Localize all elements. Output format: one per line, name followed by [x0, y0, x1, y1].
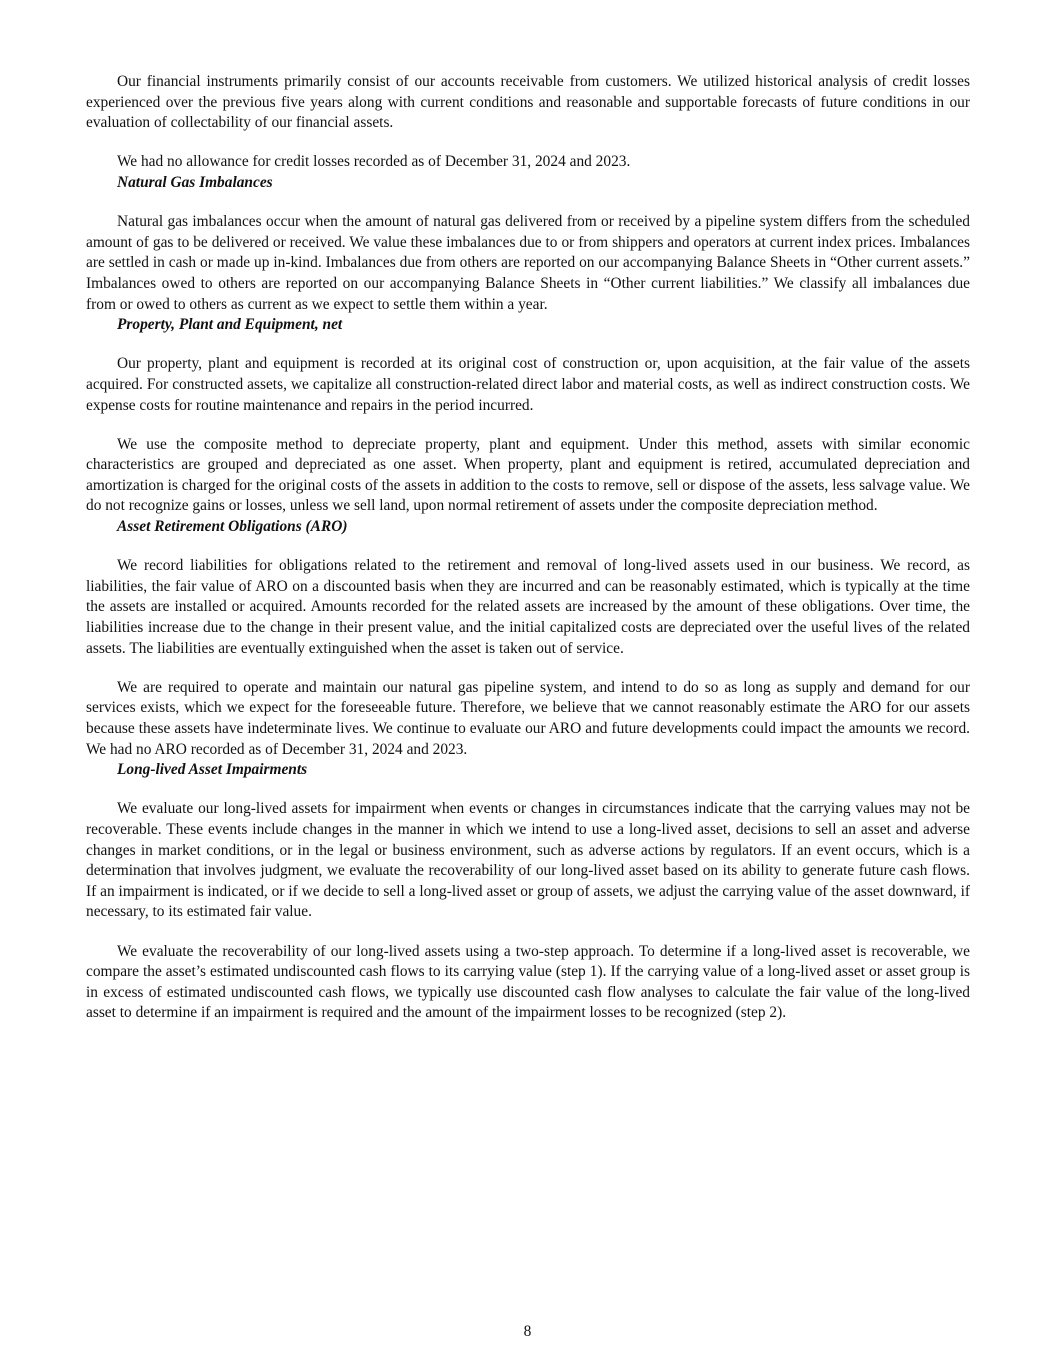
paragraph-ppe-2: We use the composite method to depreciate property, plant and equipment. Under this method, assets with similar economic characteristics are grouped and depreciated as one asset. When property, plant and equipment is retired, accumulated depreciation and amortization is charged for the original costs of the assets in addition to the costs to remove, sell or dispose of the assets, less salvage value. We do not recognize gains or losses, unless we sell land, upon normal retirement of assets under the composite depreciation method. — [86, 435, 970, 515]
paragraph-impairment-1: We evaluate our long-lived assets for impairment when events or changes in circumstances indicate that the carrying values may not be recoverable. These events include changes in the manner in which we intend to use a long-lived asset, decisions to sell an asset and adverse changes in market conditions, or in the legal or business environment, such as adverse actions by regulators. If an event occurs, which is a determination that involves judgment, we evaluate the recoverability of our long-lived asset based on its ability to generate future cash flows. If an impairment is indicated, or if we decide to sell a long-lived asset or group of assets, we adjust the carrying value of the asset downward, if necessary, to its estimated fair value. — [86, 800, 970, 921]
paragraph-no-allowance: We had no allowance for credit losses recorded as of December 31, 2024 and 2023. — [117, 153, 631, 171]
paragraph-aro-2: We are required to operate and maintain our natural gas pipeline system, and intend to do so as long as supply and demand for our services exists, which we expect for the foreseeable future. Therefore, we believe that we cannot reasonably estimate the ARO for our assets because these assets have indeterminate lives. We continue to evaluate our ARO and future developments could impact the amounts we record. We had no ARO recorded as of December 31, 2024 and 2023. — [86, 678, 970, 758]
heading-impairments: Long-lived Asset Impairments — [117, 761, 308, 779]
paragraph-ppe-1: Our property, plant and equipment is recorded at its original cost of construction or, upon acquisition, at the fair value of the assets acquired. For constructed assets, we capitalize all construction-related direct labor and material costs, as well as indirect construction costs. We expense costs for routine maintenance and repairs in the period incurred. — [86, 355, 970, 414]
paragraph-natural-gas-imbalances: Natural gas imbalances occur when the amount of natural gas delivered from or received by a pipeline system differs from the scheduled amount of gas to be delivered or received. We value these imbalances due to or from shippers and operators at current index prices. Imbalances are settled in cash or made up in-kind. Imbalances due from others are reported on our accompanying Balance Sheets in “Other current assets.” Imbalances owed to others are reported on our accompanying Balance Sheets in “Other current liabilities.” We classify all imbalances due from or owed to others as current as we expect to settle them within a year. — [86, 213, 970, 313]
page-number: 8 — [523, 1323, 532, 1340]
paragraph-financial-instruments: Our financial instruments primarily consist of our accounts receivable from customers. We utilized historical analysis of credit losses experienced over the previous five years along with current conditions and reasonable and supportable forecasts of future conditions in our evaluation of collectability of our financial assets. — [86, 73, 970, 132]
paragraph-impairment-2: We evaluate the recoverability of our long-lived assets using a two-step approach. To determine if a long-lived asset is recoverable, we compare the asset’s estimated undiscounted cash flows to its carrying value (step 1). If the carrying value of a long-lived asset or asset group is in excess of estimated undiscounted cash flows, we typically use discounted cash flow analyses to calculate the fair value of the long-lived asset to determine if an impairment is required and the amount of the impairment losses to be recognized (step 2). — [86, 942, 970, 1022]
heading-natural-gas-imbalances: Natural Gas Imbalances — [117, 173, 273, 191]
heading-aro: Asset Retirement Obligations (ARO) — [117, 518, 348, 536]
document-page — [86, 72, 970, 1024]
heading-ppe: Property, Plant and Equipment, net — [117, 316, 343, 334]
paragraph-aro-1: We record liabilities for obligations related to the retirement and removal of long-lived assets used in our business. We record, as liabilities, the fair value of ARO on a discounted basis when they are incurred and can be reasonably estimated, which is typically at the time the assets are installed or acquired. Amounts recorded for the related assets are increased by the amount of these obligations. Over time, the liabilities increase due to the change in their present value, and the initial capitalized costs are depreciated over the useful lives of the related assets. The liabilities are eventually extinguished when the asset is taken out of service. — [86, 557, 970, 657]
